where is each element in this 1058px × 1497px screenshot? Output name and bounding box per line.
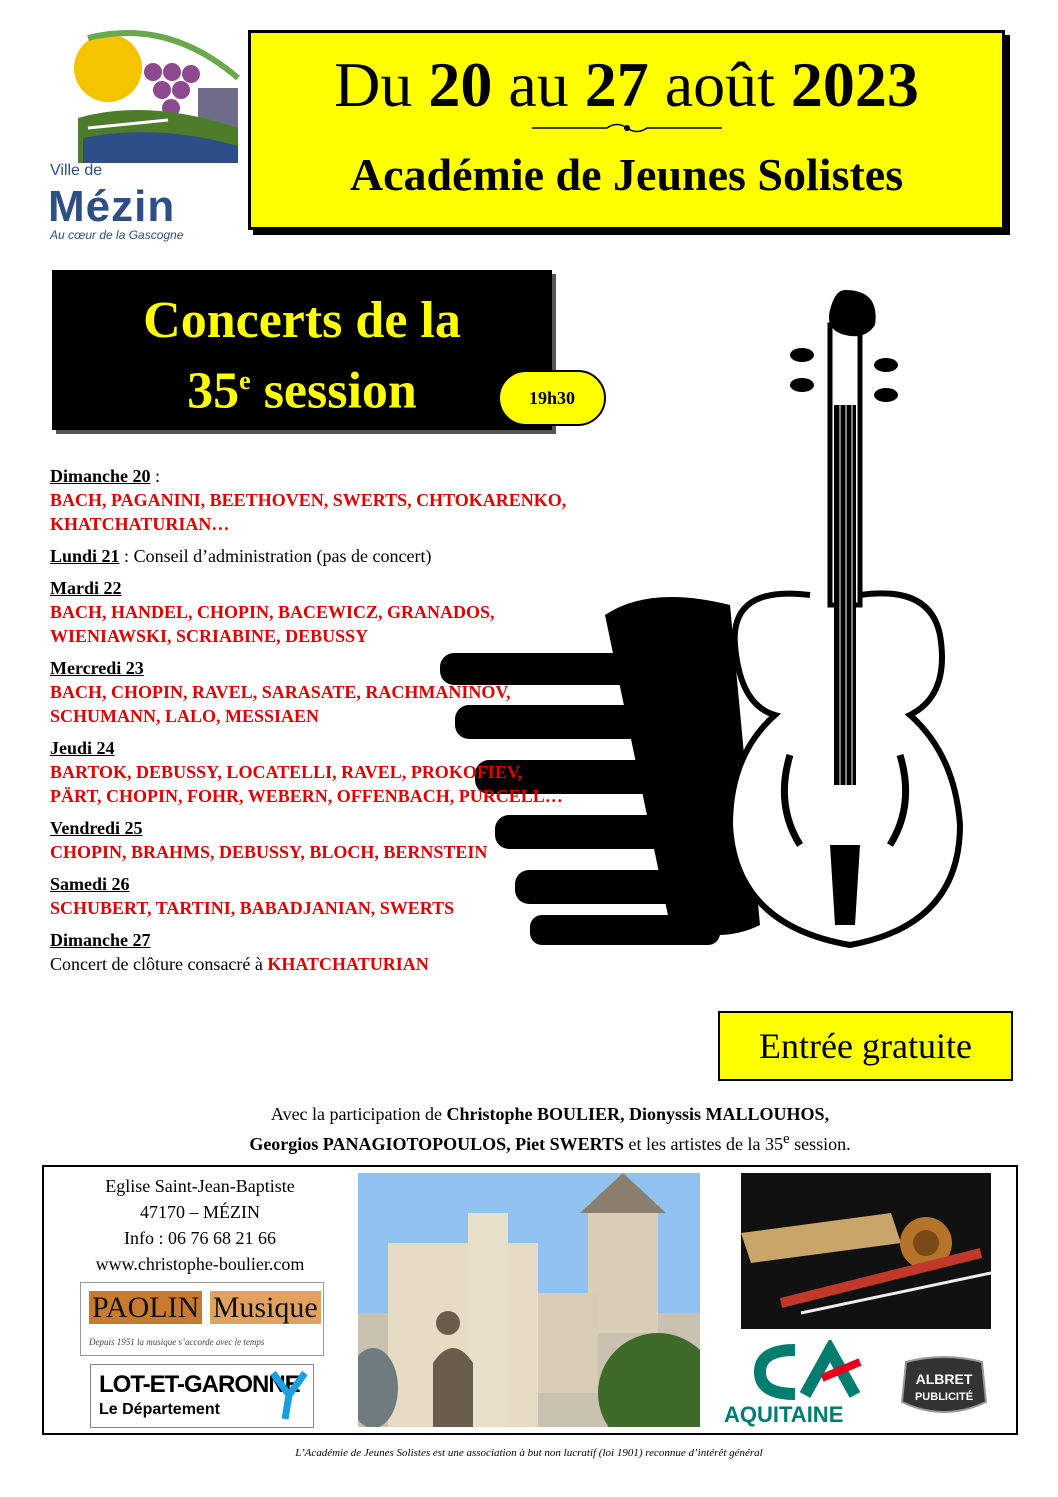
paolin-musique: Musique: [210, 1291, 321, 1324]
albret-text: ALBRET: [915, 1371, 973, 1387]
session-number: 35: [187, 362, 240, 420]
date-range: [251, 49, 1002, 121]
day-separator: :: [119, 546, 134, 566]
day-name: Mardi 22: [50, 578, 122, 598]
day-name: Dimanche 20: [50, 466, 151, 486]
lot-et-garonne-logo: [90, 1364, 314, 1428]
paolin-musique-logo: [80, 1282, 324, 1356]
participation-end: session.: [789, 1134, 851, 1154]
lot-subtitle: Le Département: [99, 1401, 220, 1418]
composer-list: SCHUBERT, TARTINI, BABADJANIAN, SWERTS: [50, 898, 455, 918]
program-day: [50, 736, 570, 808]
day-name: Lundi 21: [50, 546, 120, 566]
albret-publicite-logo: [896, 1356, 992, 1418]
day-name: Mercredi 23: [50, 658, 144, 678]
day-name: Dimanche 27: [50, 930, 151, 950]
program-day: [50, 928, 570, 976]
program-day: [50, 464, 570, 536]
time-badge: 19h30: [498, 370, 606, 426]
logo-ville-text: Ville de: [50, 162, 103, 179]
day-name: Jeudi 24: [50, 738, 115, 758]
program-day: [50, 544, 570, 568]
venue-name: Eglise Saint-Jean-Baptiste: [105, 1176, 295, 1196]
participation-sup: e: [783, 1131, 790, 1147]
composer-list: CHOPIN, BRAHMS, DEBUSSY, BLOCH, BERNSTEIN: [50, 842, 488, 862]
lot-y-icon: [271, 1371, 307, 1421]
session-suffix: e: [239, 366, 251, 395]
lot-name: LOT-ET-GARONNE: [99, 1371, 300, 1398]
venue-website[interactable]: www.christophe-boulier.com: [95, 1254, 305, 1274]
day-note: Conseil d’administration (pas de concert): [133, 546, 432, 566]
participation-prefix: Avec la participation de: [270, 1104, 447, 1124]
composer-list: BACH, CHOPIN, RAVEL, SARASATE, RACHMANINOV, SCHUMANN, LALO, MESSIAEN: [50, 682, 511, 726]
start-day: 20: [428, 49, 493, 120]
composer-list: BARTOK, DEBUSSY, LOCATELLI, RAVEL, PROKOFIEV, PÄRT, CHOPIN, FOHR, WEBERN, OFFENBACH, PURCELL…: [50, 762, 563, 806]
composer-list: BACH, HANDEL, CHOPIN, BACEWICZ, GRANADOS, WIENIAWSKI, SCRIABINE, DEBUSSY: [50, 602, 495, 646]
closing-composer: KHATCHATURIAN: [267, 954, 429, 974]
day-separator: :: [150, 466, 161, 486]
venue-address: [60, 1173, 340, 1277]
venue-phone: Info : 06 76 68 21 66: [124, 1228, 276, 1248]
participation-text: [100, 1102, 1000, 1157]
date-du: Du: [334, 49, 413, 120]
program-day: [50, 816, 570, 864]
date-au: au: [508, 49, 569, 120]
flourish-divider-icon: [527, 119, 727, 137]
program-day: [50, 576, 570, 648]
participation-names-2: Georgios PANAGIOTOPOULOS, Piet SWERTS: [249, 1134, 625, 1154]
program-day: [50, 656, 570, 728]
credit-agricole-icon: [750, 1340, 870, 1400]
albret-badge-icon: [896, 1356, 992, 1418]
church-photo: [358, 1173, 700, 1427]
logo-tagline: Au cœur de la Gascogne: [50, 228, 184, 242]
mezin-emblem-icon: [48, 28, 248, 163]
day-name: Vendredi 25: [50, 818, 143, 838]
day-note: Concert de clôture consacré à: [50, 954, 268, 974]
program-list: [50, 464, 570, 976]
participation-suffix: et les artistes de la 35: [624, 1134, 783, 1154]
paolin-tagline: Depuis 1951 la musique s’accorde avec le temps: [89, 1337, 265, 1347]
free-entry-badge: Entrée gratuite: [718, 1011, 1013, 1081]
end-day: 27: [584, 49, 649, 120]
participation-names-1: Christophe BOULIER, Dionyssis MALLOUHOS,: [446, 1104, 830, 1124]
violin-scroll-photo: [741, 1173, 991, 1329]
composer-list: BACH, PAGANINI, BEETHOVEN, SWERTS, CHTOKARENKO, KHATCHATURIAN…: [50, 490, 567, 534]
credit-agricole-logo: [720, 1340, 890, 1430]
session-word: session: [250, 362, 417, 420]
paolin-name: PAOLIN: [89, 1291, 202, 1324]
day-name: Samedi 26: [50, 874, 130, 894]
month: août: [664, 49, 775, 120]
ca-aquitaine: AQUITAINE: [724, 1402, 844, 1427]
title-box: [248, 30, 1005, 230]
publicite-text: PUBLICITÉ: [914, 1391, 974, 1403]
concerts-line1: Concerts de la: [143, 292, 461, 349]
academy-title: Académie de Jeunes Solistes: [349, 149, 904, 200]
footer-note: L’Académie de Jeunes Solistes est une association à but non lucratif (loi 1901) reconnue d’intérêt général: [295, 1447, 763, 1459]
venue-postcode: 47170 – MÉZIN: [140, 1202, 260, 1222]
logo-name: Mézin: [48, 182, 176, 231]
year: 2023: [790, 49, 919, 120]
program-day: [50, 872, 570, 920]
mezin-logo: [48, 28, 248, 243]
